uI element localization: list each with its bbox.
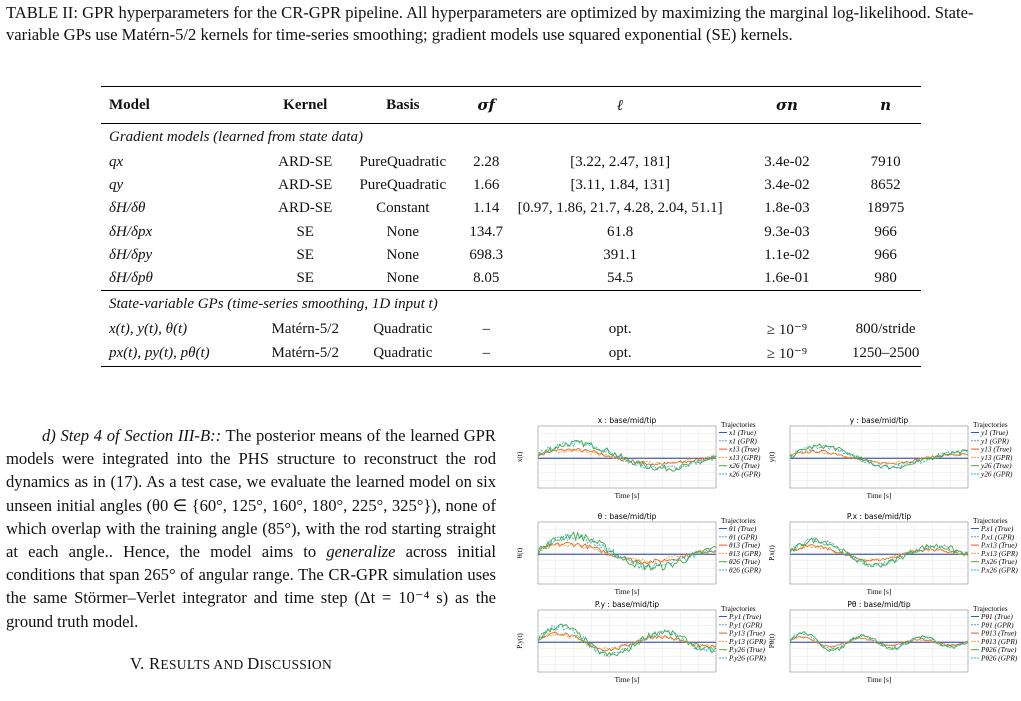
legend-entry: P.x13 (GPR) bbox=[981, 548, 1018, 558]
trajectory-figure bbox=[510, 414, 1020, 684]
plot-panel bbox=[767, 416, 1013, 500]
legend-title: Trajectories bbox=[721, 604, 756, 613]
table-caption bbox=[6, 2, 1012, 46]
table-row: x(t), y(t), θ(t) Matérn-5/2 Quadratic – opt. ≥ 10⁻⁹ 800/stride bbox=[109, 321, 916, 339]
legend-entry: θ1 (True) bbox=[729, 524, 757, 533]
legend-entry: x13 (True) bbox=[729, 444, 760, 454]
header-sigma-n: σn bbox=[724, 87, 850, 124]
table-row: δH/δpx SE None 134.7 61.8 9.3e-03 966 bbox=[109, 223, 897, 240]
panel-title: θ : base/mid/tip bbox=[597, 512, 657, 521]
legend-entry: x26 (True) bbox=[729, 461, 760, 471]
legend-entry: y13 (True) bbox=[981, 444, 1012, 454]
legend-entry: Pθ26 (GPR) bbox=[981, 653, 1018, 663]
y-axis-label: x(t) bbox=[515, 451, 524, 463]
table-row: qy ARD-SE PureQuadratic 1.66 [3.11, 1.84, 131] 3.4e-02 8652 bbox=[109, 177, 901, 194]
paragraph-text-2: across initial conditions that span 265° of angular range. The CR-GPR simulation uses the same Störmer–Verlet integrator and time step (Δt = 10⁻⁴ s) as the ground truth model. bbox=[6, 542, 496, 631]
plot-panel bbox=[767, 512, 1018, 596]
legend-entry: P.y1 (True) bbox=[729, 612, 762, 621]
y-axis-label: P.y(t) bbox=[515, 633, 524, 649]
header-sigma-f: σf bbox=[456, 87, 517, 124]
trajectory-plots bbox=[510, 414, 1020, 684]
legend-entry: θ26 (GPR) bbox=[729, 565, 761, 575]
legend-entry: Pθ1 (GPR) bbox=[981, 620, 1014, 630]
legend-entry: P.y1 (GPR) bbox=[729, 620, 763, 630]
table-row: δH/δpy SE None 698.3 391.1 1.1e-02 966 bbox=[109, 246, 897, 263]
legend-entry: θ13 (GPR) bbox=[729, 548, 761, 558]
paragraph-emphasis: generalize bbox=[326, 542, 396, 562]
plot-panel bbox=[515, 512, 761, 596]
legend-entry: P.y26 (GPR) bbox=[729, 653, 766, 663]
hyperparameter-table bbox=[101, 86, 921, 367]
legend-entry: Pθ1 (True) bbox=[981, 612, 1013, 621]
plot-panel bbox=[515, 416, 761, 500]
table-row: qx ARD-SE PureQuadratic 2.28 [3.22, 2.47, 181] 3.4e-02 7910 bbox=[109, 154, 901, 171]
x-axis-label: Time [s] bbox=[866, 675, 892, 684]
legend-title: Trajectories bbox=[973, 420, 1008, 429]
legend-entry: θ1 (GPR) bbox=[729, 532, 758, 542]
paragraph-text-1: The posterior means of the learned GPR models were integrated into the PHS structure to reconstruct the rod dynamics as in (17). As a test case, we evaluate the learned model on six unseen initial angles (θ0 ∈ {60°, 125°, 160°, 180°, 225°, 325°}), none of which overlap with the training angle (85°), with the rod starting straight at each angle.. Hence, the model aims to bbox=[6, 426, 496, 562]
y-axis-label: θ(t) bbox=[515, 547, 524, 559]
panel-title: P.y : base/mid/tip bbox=[594, 600, 660, 609]
legend-title: Trajectories bbox=[973, 604, 1008, 613]
x-axis-label: Time [s] bbox=[866, 587, 892, 596]
legend-entry: θ13 (True) bbox=[729, 540, 760, 550]
legend-entry: y26 (True) bbox=[981, 461, 1012, 471]
legend-entry: Pθ13 (True) bbox=[981, 628, 1017, 638]
header-ell: ℓ bbox=[517, 87, 724, 124]
legend-entry: y1 (True) bbox=[981, 428, 1008, 437]
legend-entry: P.x26 (True) bbox=[981, 557, 1017, 567]
legend-entry: Pθ26 (True) bbox=[981, 645, 1017, 655]
table-row: px(t), py(t), pθ(t) Matérn-5/2 Quadratic – opt. ≥ 10⁻⁹ 1250–2500 bbox=[101, 341, 921, 367]
legend-entry: x26 (GPR) bbox=[729, 469, 761, 479]
y-axis-label: P.x(t) bbox=[767, 545, 776, 561]
section-heading: V. RESULTS AND DISCUSSION bbox=[130, 654, 333, 673]
legend-entry: P.x13 (True) bbox=[981, 540, 1017, 550]
header-model: Model bbox=[101, 87, 261, 124]
caption-text: All hyperparameters are optimized by maximizing the marginal log-likelihood. State-variable GPs use Matérn-5/2 kernels for time-series smoothing; gradient models use squared exponential (SE) kernels. bbox=[6, 3, 974, 44]
legend-entry: P.x1 (GPR) bbox=[981, 532, 1015, 542]
legend-entry: y13 (GPR) bbox=[981, 452, 1013, 462]
x-axis-label: Time [s] bbox=[866, 491, 892, 500]
group-gradient-models: Gradient models (learned from state data) bbox=[109, 129, 363, 145]
legend-entry: x1 (True) bbox=[729, 428, 756, 437]
plot-panel bbox=[767, 600, 1018, 684]
table-row: δH/δpθ SE None 8.05 54.5 1.6e-01 980 bbox=[109, 270, 897, 287]
header-basis: Basis bbox=[350, 87, 456, 124]
legend-title: Trajectories bbox=[973, 516, 1008, 525]
paragraph-heading: d) Step 4 of Section III-B:: bbox=[42, 426, 222, 445]
table-row: δH/δθ ARD-SE Constant 1.14 [0.97, 1.86, 21.7, 4.28, 2.04, 51.1] 1.8e-03 18975 bbox=[109, 200, 905, 217]
legend-entry: y1 (GPR) bbox=[981, 436, 1009, 446]
legend-entry: P.y13 (GPR) bbox=[729, 636, 766, 646]
plot-panel bbox=[515, 600, 766, 684]
y-axis-label: y(t) bbox=[767, 451, 776, 463]
legend-entry: P.x26 (GPR) bbox=[981, 565, 1018, 575]
x-axis-label: Time [s] bbox=[614, 675, 640, 684]
legend-entry: P.y26 (True) bbox=[729, 645, 765, 655]
caption-prefix: TABLE II: GPR hyperparameters for the CR-GPR pipeline. bbox=[6, 3, 403, 22]
legend-entry: P.y13 (True) bbox=[729, 628, 765, 638]
legend-entry: y26 (GPR) bbox=[981, 469, 1013, 479]
y-axis-label: Pθ(t) bbox=[767, 633, 776, 649]
legend-title: Trajectories bbox=[721, 516, 756, 525]
legend-entry: θ26 (True) bbox=[729, 557, 760, 567]
panel-title: Pθ : base/mid/tip bbox=[847, 600, 911, 609]
legend-title: Trajectories bbox=[721, 420, 756, 429]
header-n: n bbox=[850, 87, 921, 124]
x-axis-label: Time [s] bbox=[614, 587, 640, 596]
group-state-variable-gps: State-variable GPs (time-series smoothing, 1D input t) bbox=[101, 291, 921, 319]
legend-entry: x1 (GPR) bbox=[729, 436, 757, 446]
header-kernel: Kernel bbox=[261, 87, 350, 124]
panel-title: y : base/mid/tip bbox=[849, 416, 909, 425]
panel-title: P.x : base/mid/tip bbox=[846, 512, 912, 521]
x-axis-label: Time [s] bbox=[614, 491, 640, 500]
legend-entry: P.x1 (True) bbox=[981, 524, 1014, 533]
legend-entry: Pθ13 (GPR) bbox=[981, 636, 1018, 646]
body-paragraph bbox=[6, 424, 496, 633]
panel-title: x : base/mid/tip bbox=[597, 416, 657, 425]
legend-entry: x13 (GPR) bbox=[729, 452, 761, 462]
